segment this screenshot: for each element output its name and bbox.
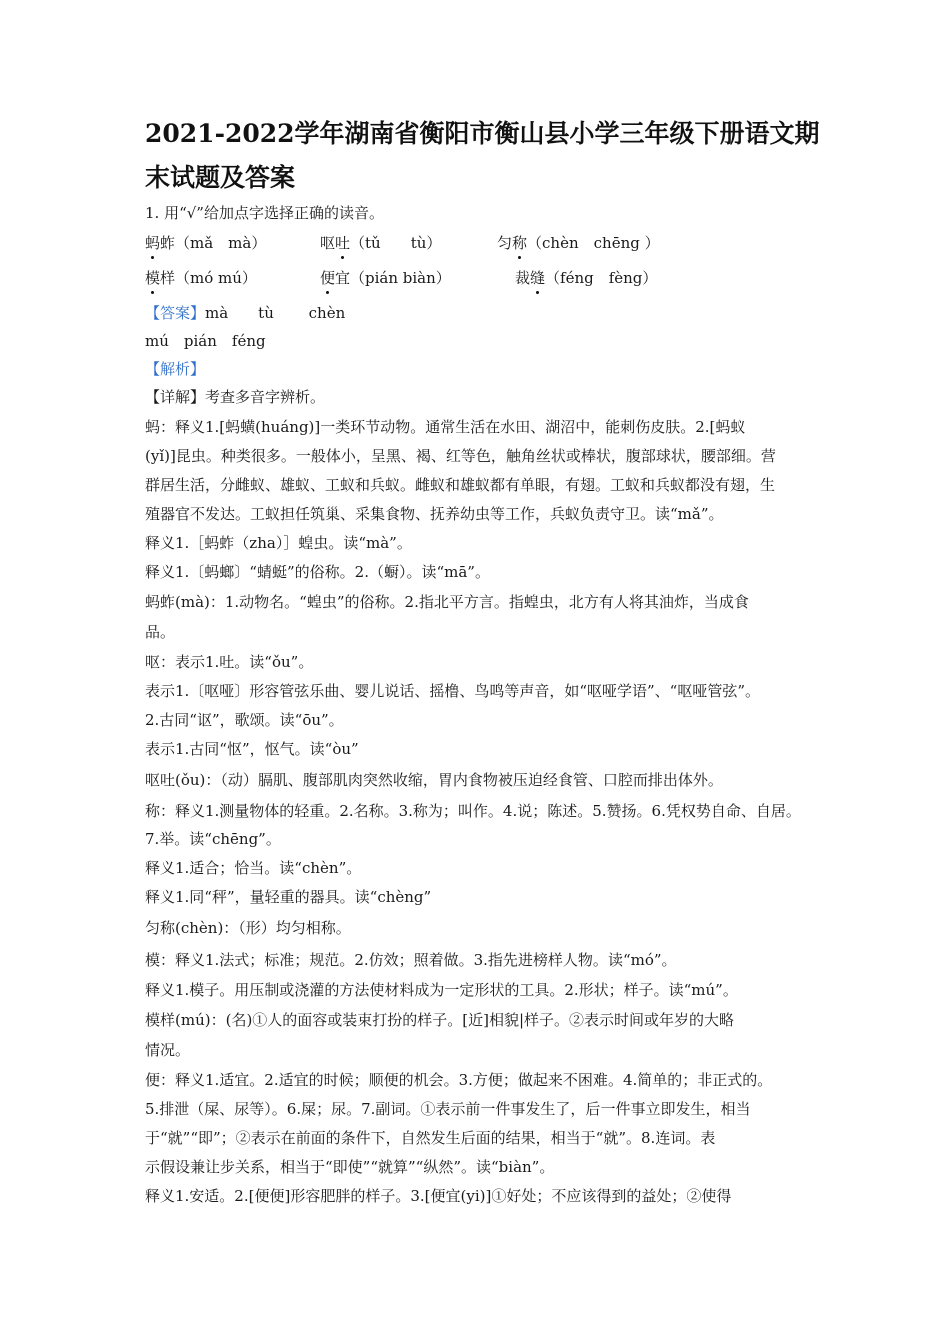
option-muyang — [145, 268, 257, 288]
body-line: 5.排泄（屎、尿等）。6.屎；尿。7.副词。①表示前一件事发生了，后一件事立即发生，相当 — [145, 1100, 751, 1118]
body-line: 于“就”“即”；②表示在前面的条件下，自然发生后面的结果，相当于“就”。8.连词。表 — [145, 1129, 716, 1147]
body-line: 表示1.〔呕哑〕形容管弦乐曲、婴儿说话、摇橹、鸟鸣等声音，如“呕哑学语”、“呕哑管弦”。 — [145, 682, 760, 700]
body-line: 呕吐(ǒu)：（动）膈肌、腹部肌肉突然收缩，胃内食物被压迫经食管、口腔而排出体外。 — [145, 771, 723, 789]
dotted-char: 便 — [320, 269, 336, 287]
analysis-label: 【解析】 — [145, 360, 206, 378]
option-text: （féng fèng） — [545, 269, 658, 287]
body-line: 释义1.同“秤”，量轻重的器具。读“chèng” — [145, 888, 432, 906]
body-line: 蚂蚱(mà)：1.动物名。“蝗虫”的俗称。2.指北平方言。指蝗虫，北方有人将其油炸，当成食 — [145, 593, 749, 611]
dotted-char: 缝 — [530, 269, 546, 287]
document-title — [145, 112, 845, 200]
body-line: 示假设兼让步关系，相当于“即使”“就算”“纵然”。读“biàn”。 — [145, 1158, 555, 1176]
option-text: （chèn chēng ） — [527, 234, 660, 252]
option-text: （tǔ tù） — [350, 234, 442, 252]
body-line: 呕：表示1.吐。读“ǒu”。 — [145, 653, 314, 671]
option-text: 蚱（mǎ mà） — [160, 234, 267, 252]
body-line: 7.举。读“chēng”。 — [145, 830, 281, 848]
dotted-char: 吐 — [335, 234, 351, 252]
option-pianyi — [320, 268, 451, 288]
option-text: 样（mó mú） — [160, 269, 257, 287]
body-line: 释义1.［蚂蚱（zha）］蝗虫。读“mà”。 — [145, 534, 412, 552]
body-line: 群居生活，分雌蚁、雄蚁、工蚁和兵蚁。雌蚁和雄蚁都有单眼，有翅。工蚁和兵蚁都没有翅，生 — [145, 476, 776, 494]
body-line: (yǐ)]昆虫。种类很多。一般体小，呈黑、褐、红等色，触角丝状或棒状，腹部球状，腰部细。营 — [145, 447, 776, 465]
option-prefix: 呕 — [320, 234, 336, 252]
body-line: 称：释义1.测量物体的轻重。2.名称。3.称为；叫作。4.说；陈述。5.赞扬。6.凭权势自命、自居。 — [145, 802, 801, 820]
option-caifeng — [515, 268, 657, 288]
body-line: 模样(mú)：(名)①人的面容或装束打扮的样子。[近]相貌|样子。②表示时间或年岁的大略 — [145, 1011, 735, 1029]
answer-values-1: mà tù chèn — [205, 304, 346, 322]
option-prefix: 裁 — [515, 269, 531, 287]
option-prefix: 匀 — [497, 234, 513, 252]
body-line: 释义1.安适。2.[便便]形容肥胖的样子。3.[便宜(yi)]①好处；不应该得到的益处；②使得 — [145, 1187, 732, 1205]
answer-line-2: mú pián féng — [145, 332, 266, 350]
body-line: 2.古同“讴”，歌颂。读“ōu”。 — [145, 711, 344, 729]
answer-line-1 — [145, 303, 345, 323]
option-maza — [145, 233, 266, 253]
option-outu — [320, 233, 441, 253]
body-line: 释义1.〔蚂螂〕“蜻蜓”的俗称。2.（蟵）。读“mā”。 — [145, 563, 490, 581]
body-line: 【详解】考查多音字辨析。 — [145, 388, 326, 406]
body-line: 释义1.适合；恰当。读“chèn”。 — [145, 859, 362, 877]
title-line-1: 2021-2022学年湖南省衡阳市衡山县小学三年级下册语文期 — [145, 119, 820, 148]
body-line: 品。 — [145, 623, 176, 641]
title-line-2: 末试题及答案 — [145, 163, 296, 192]
option-text: 宜（pián biàn） — [335, 269, 451, 287]
body-line: 蚂：释义1.[蚂蟥(huáng)]一类环节动物。通常生活在水田、湖沼中，能刺伤皮肤。2.[蚂蚁 — [145, 418, 746, 436]
dotted-char: 称 — [512, 234, 528, 252]
dotted-char: 模 — [145, 269, 161, 287]
question-prompt: 1. 用“√”给加点字选择正确的读音。 — [145, 204, 384, 222]
body-line: 释义1.模子。用压制或浇灌的方法使材料成为一定形状的工具。2.形状；样子。读“mú”。 — [145, 981, 738, 999]
body-line: 匀称(chèn)：（形）均匀相称。 — [145, 919, 351, 937]
body-line: 情况。 — [145, 1041, 191, 1059]
body-line: 便：释义1.适宜。2.适宜的时候；顺便的机会。3.方便；做起来不困难。4.简单的；非正式的。 — [145, 1071, 773, 1089]
option-yunchen — [497, 233, 660, 253]
body-line: 模：释义1.法式；标准；规范。2.仿效；照着做。3.指先进榜样人物。读“mó”。 — [145, 951, 677, 969]
body-line: 表示1.古同“怄”，怄气。读“òu” — [145, 740, 359, 758]
answer-label: 【答案】 — [145, 304, 206, 322]
body-line: 殖器官不发达。工蚁担任筑巢、采集食物、抚养幼虫等工作，兵蚁负责守卫。读“mǎ”。 — [145, 505, 724, 523]
dotted-char: 蚂 — [145, 234, 161, 252]
